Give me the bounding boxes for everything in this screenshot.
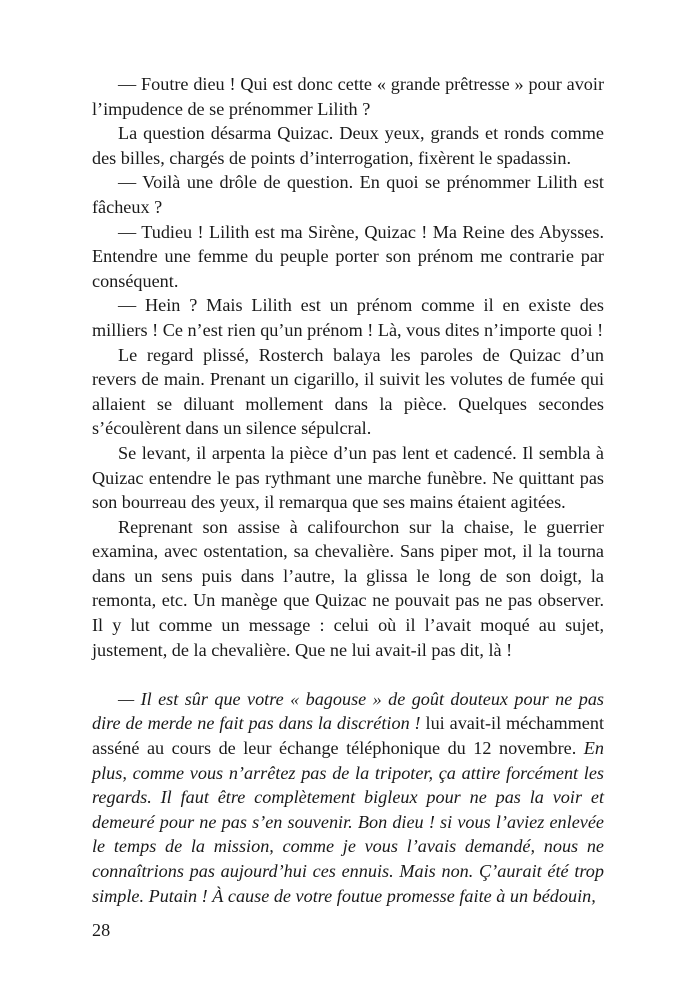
paragraph: — Tudieu ! Lilith est ma Sirène, Quizac ! Ma Reine des Abysses. Entendre une femme du peuple porter son prénom me contrarie par conséquent. — [92, 221, 604, 291]
paragraph: Reprenant son assise à califourchon sur la chaise, le guerrier examina, avec ostentation, sa chevalière. Sans piper mot, il la tourna dans un sens puis dans l’autre, la glissa le long de son doigt, la remonta, etc. Un manège que Quizac ne pouvait pas ne pas observer. Il y lut comme un message : celui où il l’avait moqué au sujet, justement, de la chevalière. Que ne lui avait-il pas dit, là ! — [92, 516, 604, 660]
paragraph: — Foutre dieu ! Qui est donc cette « grande prêtresse » pour avoir l’impudence de se prénommer Lilith ? — [92, 74, 604, 119]
paragraph: La question désarma Quizac. Deux yeux, grands et ronds comme des billes, chargés de points d’interrogation, fixèrent le spadassin. — [92, 123, 604, 168]
paragraph: — Hein ? Mais Lilith est un prénom comme il en existe des milliers ! Ce n’est rien qu’un prénom ! Là, vous dites n’importe quoi ! — [92, 295, 604, 340]
quote-italic-part-2: En plus, comme vous n’arrêtez pas de la tripoter, ça attire forcément les regards. Il faut être complètement bigleux pour ne pas la voir et demeuré pour ne pas s’en souvenir. Bon dieu ! si vous l’aviez enlevée le temps de la mission, comme je vous l’avais demandé, nous ne connaîtrions pas aujourd’hui ces ennuis. Mais non. Ç’aurait été trop simple. Putain ! À cause de votre foutue promesse faite à un bédouin, — [92, 738, 604, 906]
quote-italic-part-1: — Il est sûr que votre « bagouse » de goût douteux pour ne pas dire de merde ne fait pas dans la discrétion ! — [92, 688, 604, 734]
paragraph: — Voilà une drôle de question. En quoi se prénommer Lilith est fâcheux ? — [92, 172, 604, 217]
italic-quote-paragraph — [92, 687, 604, 908]
page-body — [92, 72, 604, 908]
paragraph: Le regard plissé, Rosterch balaya les paroles de Quizac d’un revers de main. Prenant un cigarillo, il suivit les volutes de fumée qui allaient se diluant mollement dans la pièce. Quelques secondes s’écoulèrent dans un silence sépulcral. — [92, 344, 604, 439]
quote-roman-part: lui avait-il méchamment asséné au cours de leur échange téléphonique du 12 novembre. — [92, 713, 604, 759]
page-number: 28 — [92, 920, 111, 940]
paragraph: Se levant, il arpenta la pièce d’un pas lent et cadencé. Il sembla à Quizac entendre le pas rythmant une marche funèbre. Ne quittant pas son bourreau des yeux, il remarqua que ses mains étaient agitées. — [92, 442, 604, 513]
